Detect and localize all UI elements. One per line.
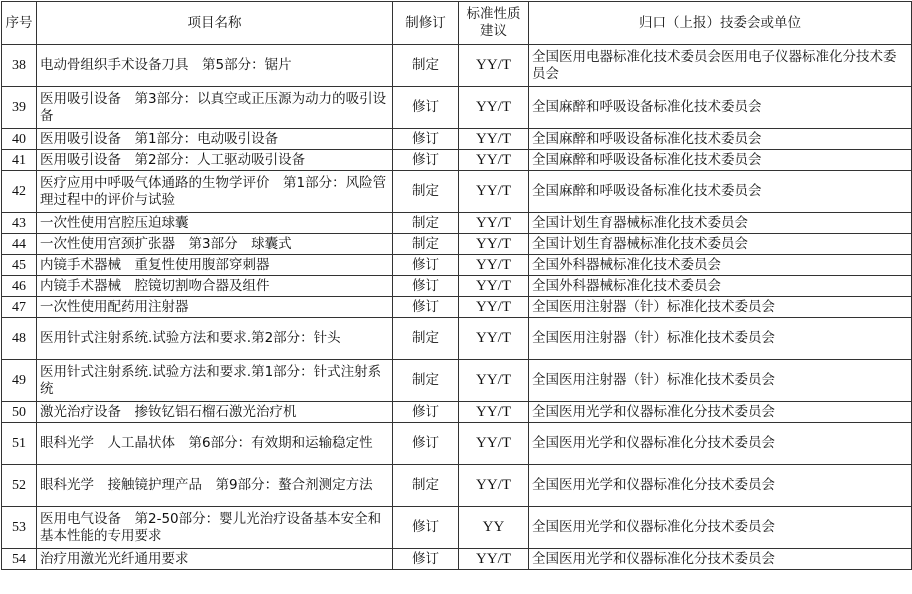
- row-project-name: 治疗用激光光纤通用要求: [37, 549, 393, 570]
- row-committee: 全国麻醉和呼吸设备标准化技术委员会: [529, 87, 912, 129]
- row-serial-number: 50: [2, 402, 37, 423]
- row-project-name: 医用吸引设备 第1部分：电动吸引设备: [37, 129, 393, 150]
- row-standard-nature: YY/T: [459, 255, 529, 276]
- row-standard-nature: YY/T: [459, 402, 529, 423]
- row-standard-nature: YY/T: [459, 465, 529, 507]
- row-project-name: 内镜手术器械 重复性使用腹部穿刺器: [37, 255, 393, 276]
- row-committee: 全国麻醉和呼吸设备标准化技术委员会: [529, 171, 912, 213]
- table-row: [2, 318, 912, 360]
- row-standard-nature: YY/T: [459, 234, 529, 255]
- row-standard-nature: YY/T: [459, 360, 529, 402]
- table-row: [2, 45, 912, 87]
- row-standard-nature: YY/T: [459, 150, 529, 171]
- row-revision-type: 修订: [393, 129, 459, 150]
- row-revision-type: 修订: [393, 423, 459, 465]
- row-committee: 全国外科器械标准化技术委员会: [529, 276, 912, 297]
- row-revision-type: 修订: [393, 549, 459, 570]
- row-serial-number: 49: [2, 360, 37, 402]
- row-standard-nature: YY/T: [459, 549, 529, 570]
- row-serial-number: 42: [2, 171, 37, 213]
- row-standard-nature: YY/T: [459, 297, 529, 318]
- row-committee: 全国医用注射器（针）标准化技术委员会: [529, 297, 912, 318]
- row-serial-number: 45: [2, 255, 37, 276]
- row-committee: 全国计划生育器械标准化技术委员会: [529, 234, 912, 255]
- row-revision-type: 制定: [393, 171, 459, 213]
- row-revision-type: 制定: [393, 45, 459, 87]
- table-row: [2, 87, 912, 129]
- row-serial-number: 38: [2, 45, 37, 87]
- row-serial-number: 41: [2, 150, 37, 171]
- row-revision-type: 修订: [393, 402, 459, 423]
- row-revision-type: 修订: [393, 507, 459, 549]
- row-revision-type: 修订: [393, 297, 459, 318]
- row-committee: 全国医用光学和仪器标准化分技术委员会: [529, 549, 912, 570]
- table-row: [2, 129, 912, 150]
- row-revision-type: 制定: [393, 318, 459, 360]
- table-row: [2, 150, 912, 171]
- row-project-name: 医疗应用中呼吸气体通路的生物学评价 第1部分：风险管理过程中的评价与试验: [37, 171, 393, 213]
- header-project-name: 项目名称: [37, 2, 393, 45]
- row-committee: 全国麻醉和呼吸设备标准化技术委员会: [529, 129, 912, 150]
- header-standard-nature: 标准性质建议: [459, 2, 529, 45]
- row-revision-type: 修订: [393, 255, 459, 276]
- row-standard-nature: YY/T: [459, 129, 529, 150]
- table-row: [2, 423, 912, 465]
- row-standard-nature: YY/T: [459, 276, 529, 297]
- table-row: [2, 507, 912, 549]
- row-committee: 全国医用注射器（针）标准化技术委员会: [529, 318, 912, 360]
- row-project-name: 一次性使用配药用注射器: [37, 297, 393, 318]
- row-project-name: 电动骨组织手术设备刀具 第5部分：锯片: [37, 45, 393, 87]
- row-serial-number: 52: [2, 465, 37, 507]
- standards-table: [1, 1, 912, 570]
- row-serial-number: 40: [2, 129, 37, 150]
- header-row: [2, 2, 912, 45]
- row-serial-number: 48: [2, 318, 37, 360]
- row-serial-number: 44: [2, 234, 37, 255]
- table-row: [2, 360, 912, 402]
- row-revision-type: 修订: [393, 150, 459, 171]
- row-project-name: 医用针式注射系统.试验方法和要求.第2部分：针头: [37, 318, 393, 360]
- row-revision-type: 制定: [393, 360, 459, 402]
- table-row: [2, 213, 912, 234]
- row-committee: 全国医用光学和仪器标准化分技术委员会: [529, 465, 912, 507]
- row-serial-number: 39: [2, 87, 37, 129]
- row-revision-type: 修订: [393, 276, 459, 297]
- row-committee: 全国麻醉和呼吸设备标准化技术委员会: [529, 150, 912, 171]
- table-row: [2, 276, 912, 297]
- row-revision-type: 修订: [393, 87, 459, 129]
- table-row: [2, 234, 912, 255]
- row-project-name: 医用吸引设备 第3部分：以真空或正压源为动力的吸引设备: [37, 87, 393, 129]
- row-committee: 全国外科器械标准化技术委员会: [529, 255, 912, 276]
- header-committee: 归口（上报）技委会或单位: [529, 2, 912, 45]
- row-project-name: 医用针式注射系统.试验方法和要求.第1部分：针式注射系统: [37, 360, 393, 402]
- table-row: [2, 465, 912, 507]
- row-project-name: 一次性使用宫颈扩张器 第3部分 球囊式: [37, 234, 393, 255]
- row-project-name: 内镜手术器械 腔镜切割吻合器及组件: [37, 276, 393, 297]
- row-serial-number: 53: [2, 507, 37, 549]
- table-row: [2, 549, 912, 570]
- row-standard-nature: YY/T: [459, 213, 529, 234]
- row-serial-number: 43: [2, 213, 37, 234]
- table-row: [2, 171, 912, 213]
- row-revision-type: 制定: [393, 213, 459, 234]
- row-standard-nature: YY/T: [459, 87, 529, 129]
- row-committee: 全国医用光学和仪器标准化分技术委员会: [529, 402, 912, 423]
- table-row: [2, 402, 912, 423]
- row-committee: 全国医用光学和仪器标准化分技术委员会: [529, 423, 912, 465]
- row-committee: 全国医用注射器（针）标准化技术委员会: [529, 360, 912, 402]
- row-project-name: 眼科光学 人工晶状体 第6部分：有效期和运输稳定性: [37, 423, 393, 465]
- row-standard-nature: YY/T: [459, 318, 529, 360]
- row-committee: 全国计划生育器械标准化技术委员会: [529, 213, 912, 234]
- header-revision-type: 制修订: [393, 2, 459, 45]
- row-committee: 全国医用光学和仪器标准化分技术委员会: [529, 507, 912, 549]
- row-standard-nature: YY/T: [459, 423, 529, 465]
- row-project-name: 眼科光学 接触镜护理产品 第9部分：螯合剂测定方法: [37, 465, 393, 507]
- row-project-name: 激光治疗设备 掺钕钇铝石榴石激光治疗机: [37, 402, 393, 423]
- row-standard-nature: YY: [459, 507, 529, 549]
- row-serial-number: 47: [2, 297, 37, 318]
- table-row: [2, 255, 912, 276]
- row-revision-type: 制定: [393, 234, 459, 255]
- row-project-name: 一次性使用宫腔压迫球囊: [37, 213, 393, 234]
- row-standard-nature: YY/T: [459, 171, 529, 213]
- row-serial-number: 51: [2, 423, 37, 465]
- row-serial-number: 54: [2, 549, 37, 570]
- row-revision-type: 制定: [393, 465, 459, 507]
- row-project-name: 医用吸引设备 第2部分：人工驱动吸引设备: [37, 150, 393, 171]
- row-project-name: 医用电气设备 第2-50部分：婴儿光治疗设备基本安全和基本性能的专用要求: [37, 507, 393, 549]
- header-serial-number: 序号: [2, 2, 37, 45]
- table-row: [2, 297, 912, 318]
- row-serial-number: 46: [2, 276, 37, 297]
- row-committee: 全国医用电器标准化技术委员会医用电子仪器标准化分技术委员会: [529, 45, 912, 87]
- row-standard-nature: YY/T: [459, 45, 529, 87]
